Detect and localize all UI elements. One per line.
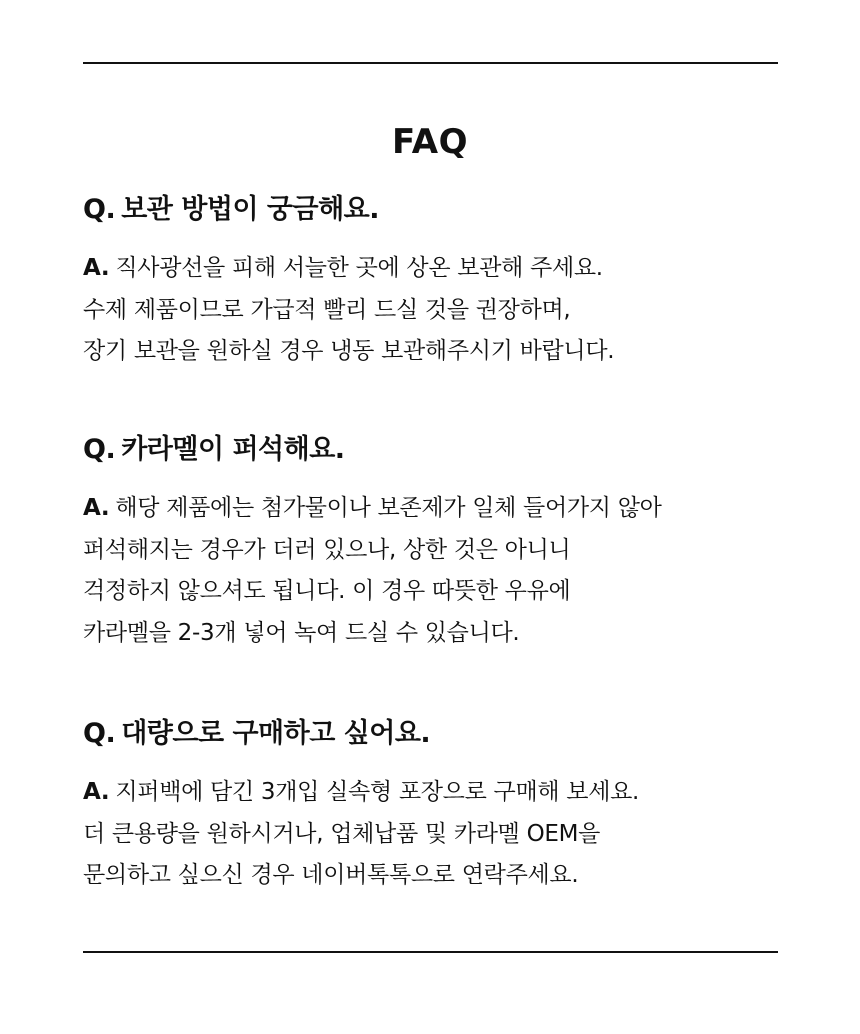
question-text: 대량으로 구매하고 싶어요. <box>121 718 431 749</box>
answer-line: 수제 제품이므로 가급적 빨리 드실 것을 권장하며, <box>83 296 571 323</box>
faq-item-bulk-order <box>83 716 783 897</box>
question-prefix: Q. <box>83 194 116 225</box>
question-prefix: Q. <box>83 434 116 465</box>
answer-line: 카라멜을 2-3개 넣어 녹여 드실 수 있습니다. <box>83 619 520 646</box>
faq-answer <box>83 488 783 654</box>
faq-item-storage <box>83 192 783 373</box>
answer-line: 걱정하지 않으셔도 됩니다. 이 경우 따뜻한 우유에 <box>83 578 571 604</box>
question-text: 보관 방법이 궁금해요. <box>121 194 380 225</box>
answer-text: 직사광선을 피해 서늘한 곳에 상온 보관해 주세요. <box>115 255 603 281</box>
answer-prefix: A. <box>83 779 110 805</box>
answer-text: 지퍼백에 담긴 3개입 실속형 포장으로 구매해 보세요. <box>115 779 640 805</box>
answer-prefix: A. <box>83 495 110 521</box>
faq-question <box>83 192 783 228</box>
answer-line <box>83 248 783 290</box>
page-title: FAQ <box>391 121 469 162</box>
top-divider <box>83 62 778 64</box>
answer-prefix: A. <box>83 255 110 281</box>
answer-text: 해당 제품에는 첨가물이나 보존제가 일체 들어가지 않아 <box>115 495 662 521</box>
answer-line <box>83 772 783 814</box>
answer-line: 퍼석해지는 경우가 더러 있으나, 상한 것은 아니니 <box>83 536 571 563</box>
bottom-divider <box>83 951 778 953</box>
question-prefix: Q. <box>83 718 116 749</box>
answer-line: 문의하고 싶으신 경우 네이버톡톡으로 연락주세요. <box>83 862 579 888</box>
faq-answer <box>83 772 783 897</box>
faq-question <box>83 716 783 752</box>
faq-item-texture <box>83 432 783 654</box>
faq-question <box>83 432 783 468</box>
faq-answer <box>83 248 783 373</box>
answer-line: 장기 보관을 원하실 경우 냉동 보관해주시기 바랍니다. <box>83 338 615 364</box>
answer-line: 더 큰용량을 원하시거나, 업체납품 및 카라멜 OEM을 <box>83 820 601 847</box>
answer-line <box>83 488 783 530</box>
question-text: 카라멜이 퍼석해요. <box>121 434 345 465</box>
